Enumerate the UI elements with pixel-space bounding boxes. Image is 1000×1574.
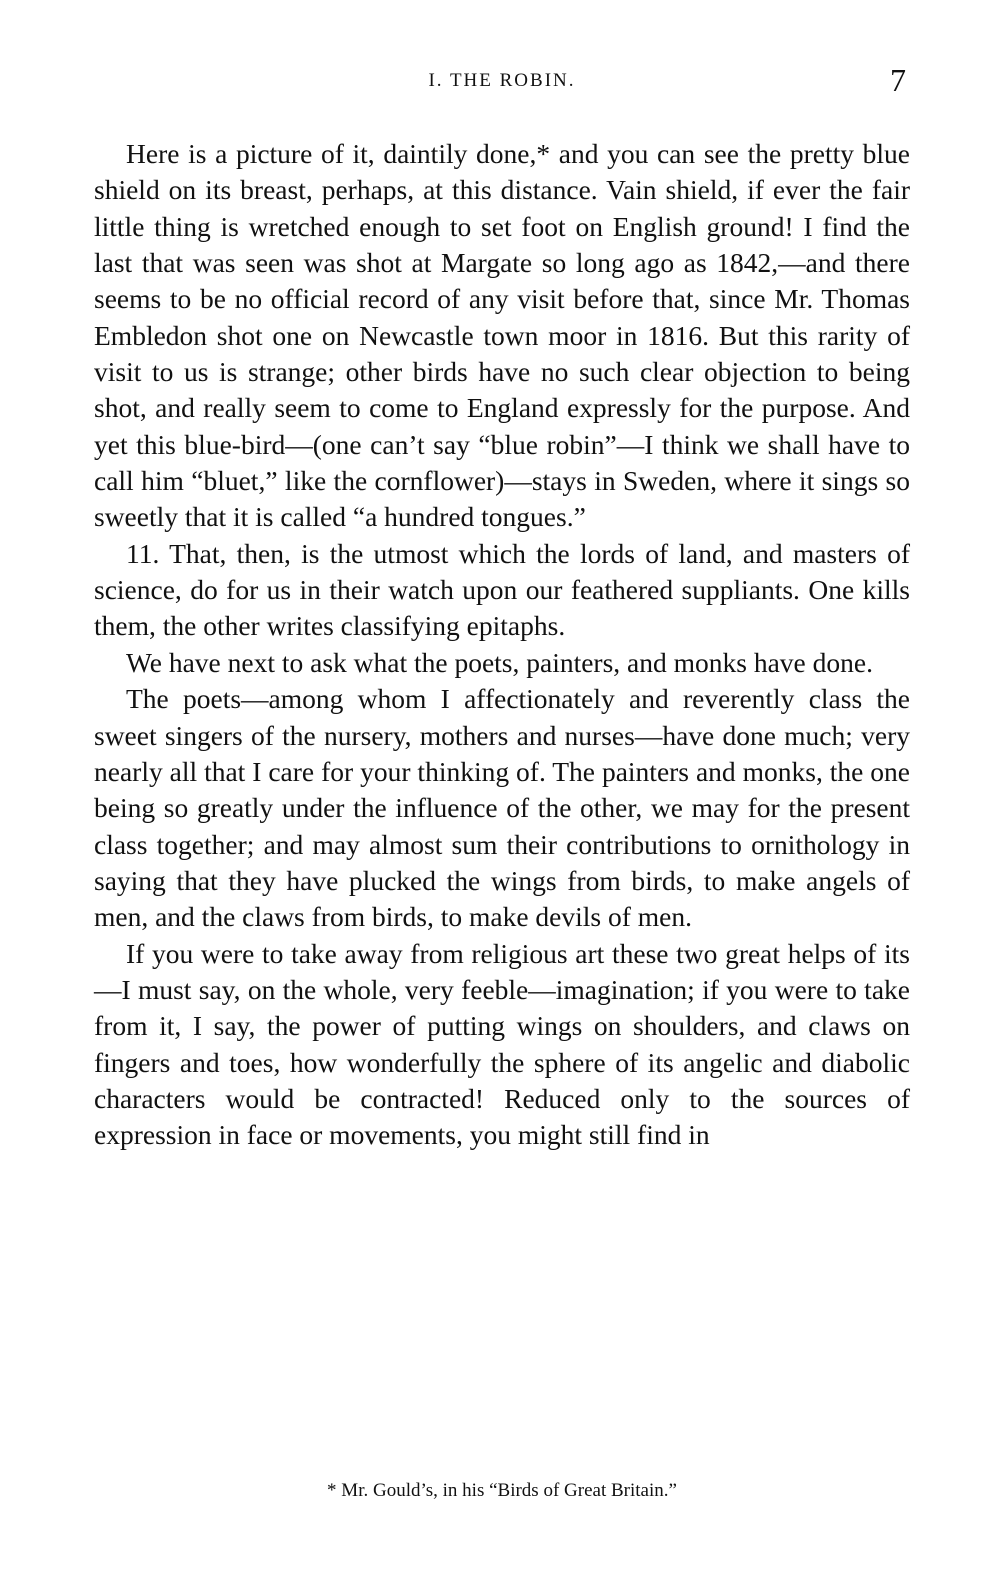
body-text (94, 136, 910, 1154)
paragraph: If you were to take away from religious art these two great helps of its—I must say, on the whole, very feeble—imagination; if you were to take from it, I say, the power of putting wings on shoulders, and claws on fingers and toes, how wonderfully the sphere of its angelic and diabolic characters would be contracted! Reduced only to the sources of expression in face or movements, you might still find in (94, 937, 910, 1151)
paragraph: Here is a picture of it, daintily done,* and you can see the pretty blue shield on its breast, perhaps, at this distance. Vain shield, if ever the fair little thing is wretched enough to set foot on English ground! I find the last that was seen was shot at Margate so long ago as 1842,—and there seems to be no official record of any visit before that, since Mr. Thomas Embledon shot one on Newcastle town moor in 1816. But this rarity of visit to us is strange; other birds have no such clear objection to being shot, and really seem to come to England expressly for the purpose. And yet this blue-bird—(one can’t say “blue robin”—I think we shall have to call him “bluet,” like the cornflower)—stays in Sweden, where it sings so sweetly that it is called “a hundred tongues.” (94, 138, 910, 533)
paragraph: 11. That, then, is the utmost which the lords of land, and masters of science, do for us in their watch upon our feathered suppliants. One kills them, the other writes classifying epitaphs. (94, 537, 910, 642)
page-number: 7 (890, 62, 906, 98)
running-head: I. THE ROBIN. (428, 70, 576, 91)
paragraph: We have next to ask what the poets, painters, and monks have done. (126, 646, 873, 678)
page-header (94, 62, 910, 102)
footnote: * Mr. Gould’s, in his “Birds of Great Britain.” (327, 1480, 677, 1501)
paragraph: The poets—among whom I affectionately and reverently class the sweet singers of the nursery, mothers and nurses—have done much; very nearly all that I care for your thinking of. The painters and monks, the one being so greatly under the influence of the other, we may for the present class together; and may almost sum their contributions to ornithology in saying that they have plucked the wings from birds, to make angels of men, and the claws from birds, to make devils of men. (94, 683, 910, 933)
